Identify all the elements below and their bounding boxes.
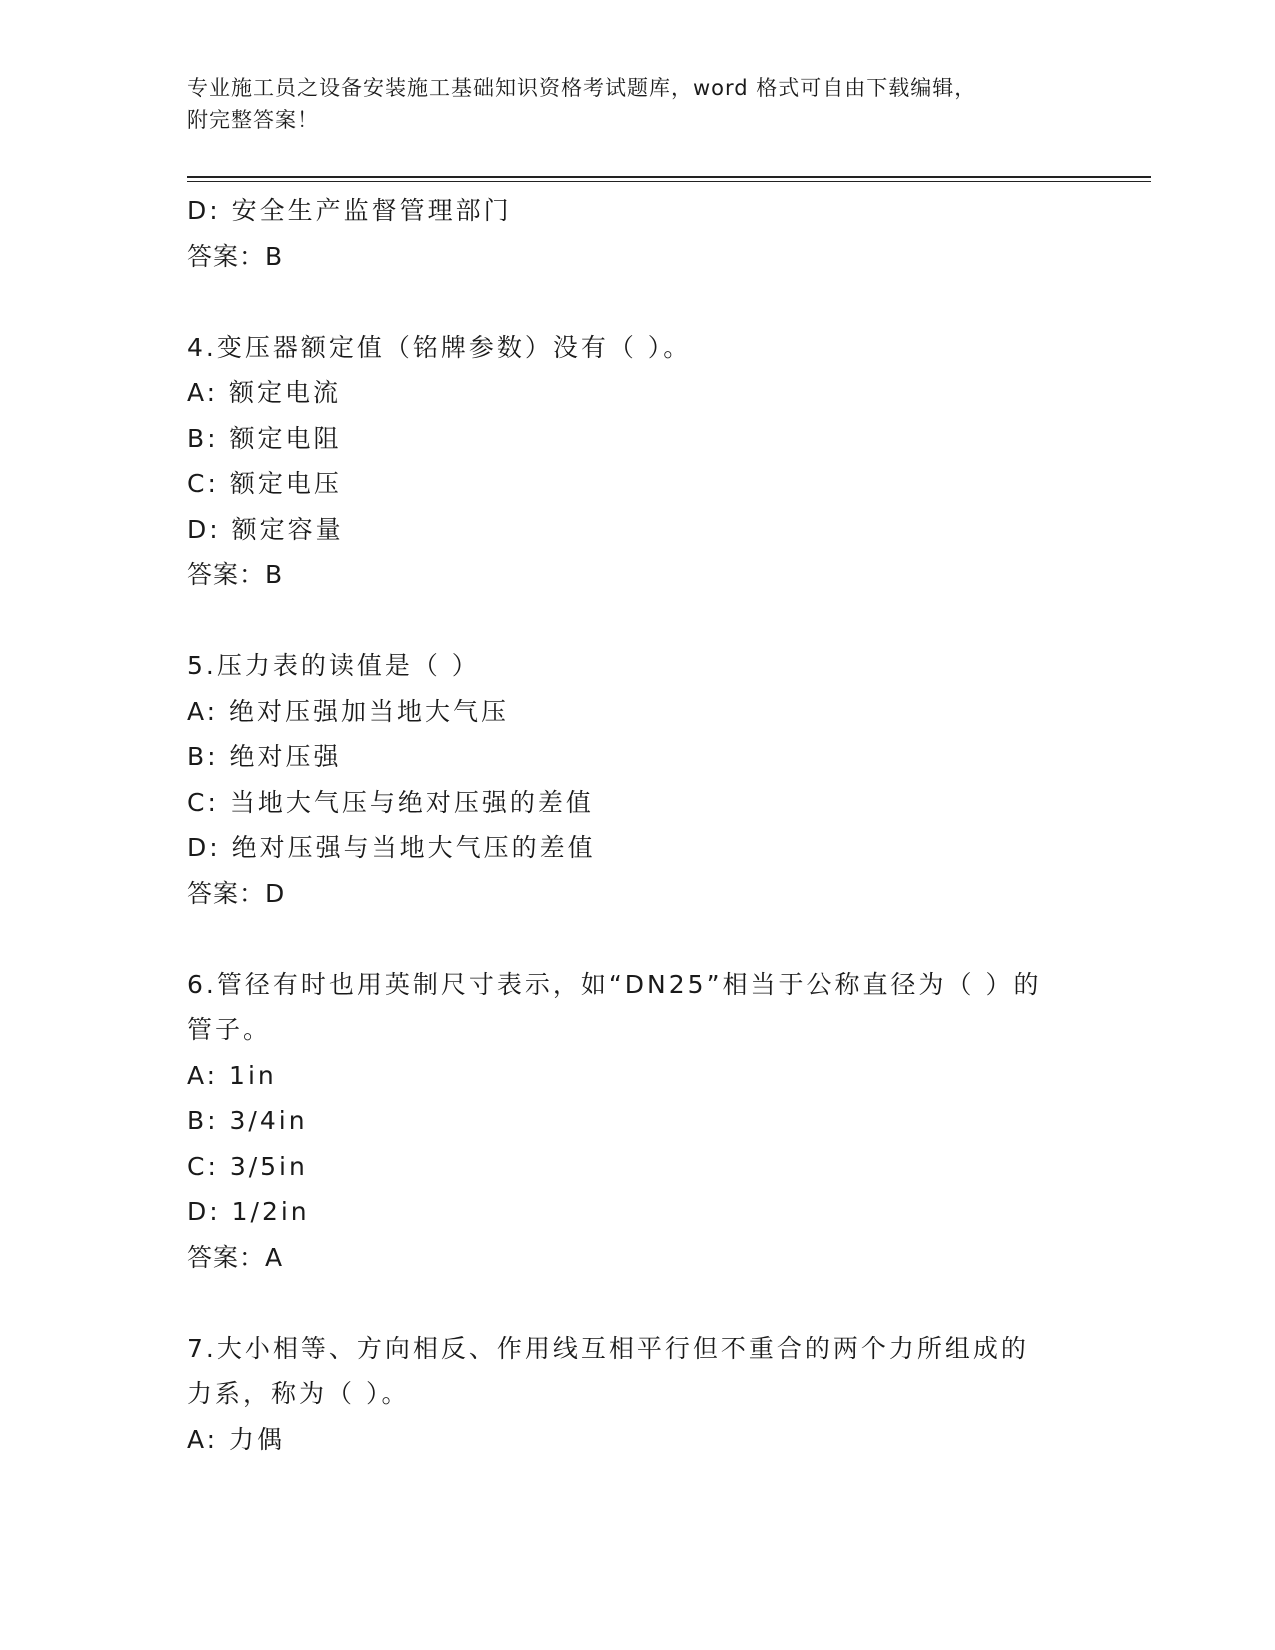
question-5-text: 5.压力表的读值是（ ）	[187, 651, 480, 680]
question-4-option-d: D: 额定容量	[187, 514, 344, 544]
question-4-option-a: A: 额定电流	[187, 378, 342, 407]
spacer	[187, 279, 1087, 325]
header-line-1: 专业施工员之设备安装施工基础知识资格考试题库，word 格式可自由下载编辑，	[187, 76, 977, 100]
question-6-text-line-2: 管子。	[187, 1015, 272, 1044]
question-4-option-c: C: 额定电压	[187, 469, 342, 498]
question-5-option-b: B: 绝对压强	[187, 742, 342, 771]
question-7-option-a: A: 力偶	[187, 1424, 286, 1454]
question-6-answer: 答案：A	[187, 1242, 284, 1272]
spacer	[187, 598, 1087, 644]
header-divider-bottom	[187, 181, 1151, 182]
question-5-option-a: A: 绝对压强加当地大气压	[187, 696, 510, 726]
question-5-option-c: C: 当地大气压与绝对压强的差值	[187, 787, 594, 817]
question-6-option-c: C: 3/5in	[187, 1151, 308, 1181]
question-6-option-d: D: 1/2in	[187, 1197, 310, 1226]
question-4-text: 4.变压器额定值（铭牌参数）没有（ ）。	[187, 332, 692, 362]
header-line-2: 附完整答案！	[187, 108, 319, 132]
question-7-text-line-2: 力系，称为（ ）。	[187, 1379, 410, 1408]
question-4-answer: 答案：B	[187, 560, 284, 589]
spacer	[187, 916, 1087, 962]
question-5-answer: 答案：D	[187, 878, 286, 908]
header-divider-top	[187, 176, 1151, 178]
question-4-option-b: B: 额定电阻	[187, 423, 342, 453]
question-list	[187, 188, 1087, 1462]
prev-option-d: D: 安全生产监督管理部门	[187, 196, 512, 225]
document-header	[187, 72, 1087, 136]
prev-answer: 答案：B	[187, 241, 284, 271]
question-5-option-d: D: 绝对压强与当地大气压的差值	[187, 833, 596, 862]
question-7-text-line-1: 7.大小相等、方向相反、作用线互相平行但不重合的两个力所组成的	[187, 1333, 1029, 1363]
question-6-option-b: B: 3/4in	[187, 1106, 308, 1135]
spacer	[187, 1280, 1087, 1326]
question-6-text-line-1: 6.管径有时也用英制尺寸表示，如“DN25”相当于公称直径为（ ）的	[187, 969, 1042, 999]
question-6-option-a: A: 1in	[187, 1060, 277, 1090]
